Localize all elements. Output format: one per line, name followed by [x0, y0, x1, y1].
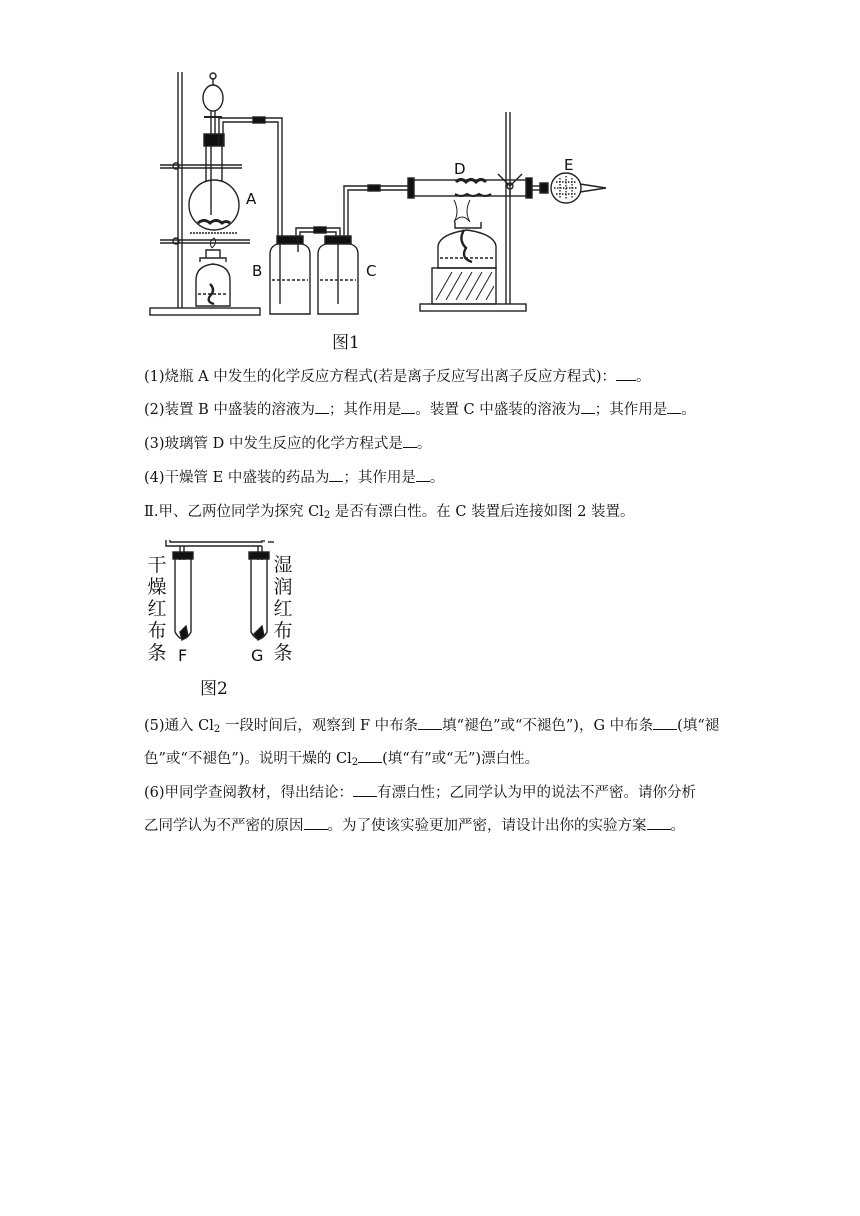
question-6-text: 乙同学认为不严密的原因 [144, 818, 304, 834]
subscript: 2 [351, 757, 359, 768]
question-6-text: (6)甲同学查阅教材，得出结论： [144, 785, 354, 801]
label-d: D [454, 160, 466, 178]
part-2-text-b: 是否有漂白性。在 C 装置后连接如图 2 装置。 [330, 504, 635, 520]
answer-blank[interactable] [647, 816, 671, 830]
question-6-text: 。 [670, 818, 685, 834]
label-char: 红 [273, 598, 293, 620]
question-4-part-b: ；其作用是 [343, 470, 416, 486]
answer-blank[interactable] [353, 783, 377, 797]
label-char: 干 [147, 554, 167, 576]
wet-red-cloth-label [272, 554, 294, 664]
figure2-caption: 图2 [200, 679, 228, 699]
label-c: C [366, 262, 377, 280]
label-char: 润 [273, 576, 293, 598]
test-tube-f [175, 559, 191, 639]
question-5-text: 一段时间后，观察到 F 中布条 [220, 718, 419, 734]
question-3-end: 。 [416, 436, 432, 452]
question-6-text: 有漂白性；乙同学认为甲的说法不严密。请你分析 [377, 785, 697, 801]
subscript: 2 [213, 724, 221, 735]
answer-blank[interactable] [653, 716, 677, 730]
answer-blank[interactable] [358, 749, 382, 763]
question-1-text: (1)烧瓶 A 中发生的化学反应方程式(若是离子反应写出离子反应方程式)： [144, 369, 617, 385]
question-5-text: (填“褪 [677, 718, 720, 734]
label-char: 条 [273, 642, 293, 664]
question-4-part-c: 。 [429, 470, 445, 486]
label-char: 布 [273, 620, 293, 642]
label-char: 条 [147, 642, 167, 664]
label-char: 布 [147, 620, 167, 642]
label-g: G [251, 646, 264, 665]
label-char: 燥 [147, 576, 167, 598]
label-e: E [564, 156, 574, 174]
label-char: 湿 [273, 554, 293, 576]
part-2-text-a: Ⅱ.甲、乙两位同学为探究 Cl [144, 504, 324, 520]
question-4-part-a: (4)干燥管 E 中盛装的药品为 [144, 470, 330, 486]
question-2-part-c: 。装置 C 中盛装的溶液为 [415, 402, 581, 418]
question-5-text: (填“有”或“无”)漂白性。 [382, 751, 540, 767]
question-1-end: 。 [636, 369, 651, 385]
test-tube-g [251, 559, 267, 639]
question-2-part-d: ；其作用是 [594, 402, 668, 418]
question-5-line-2 [144, 749, 724, 769]
label-f: F [178, 646, 188, 665]
question-6-line-1 [144, 783, 724, 803]
question-2-part-e: 。 [681, 402, 696, 418]
question-6-line-2 [144, 816, 724, 836]
question-5-text: 色”或“不褪色”)。说明干燥的 Cl [144, 751, 352, 767]
subscript: 2 [323, 510, 331, 521]
question-3-text: (3)玻璃管 D 中发生反应的化学方程式是 [144, 436, 403, 452]
question-6-text: 。为了使该实验更加严密，请设计出你的实验方案 [327, 818, 647, 834]
question-2-part-b: ；其作用是 [328, 402, 402, 418]
figure1-caption: 图1 [332, 333, 360, 353]
question-5-text: (5)通入 Cl [144, 718, 214, 734]
question-5-text: 填“褪色”或“不褪色”)，G 中布条 [442, 718, 654, 734]
answer-blank[interactable] [418, 716, 442, 730]
dry-red-cloth-label [146, 554, 168, 664]
label-a: A [246, 190, 257, 208]
label-char: 红 [147, 598, 167, 620]
question-5-line-1 [144, 716, 724, 736]
question-2-part-a: (2)装置 B 中盛装的溶液为 [144, 402, 315, 418]
label-b: B [252, 262, 263, 280]
answer-blank[interactable] [304, 816, 328, 830]
